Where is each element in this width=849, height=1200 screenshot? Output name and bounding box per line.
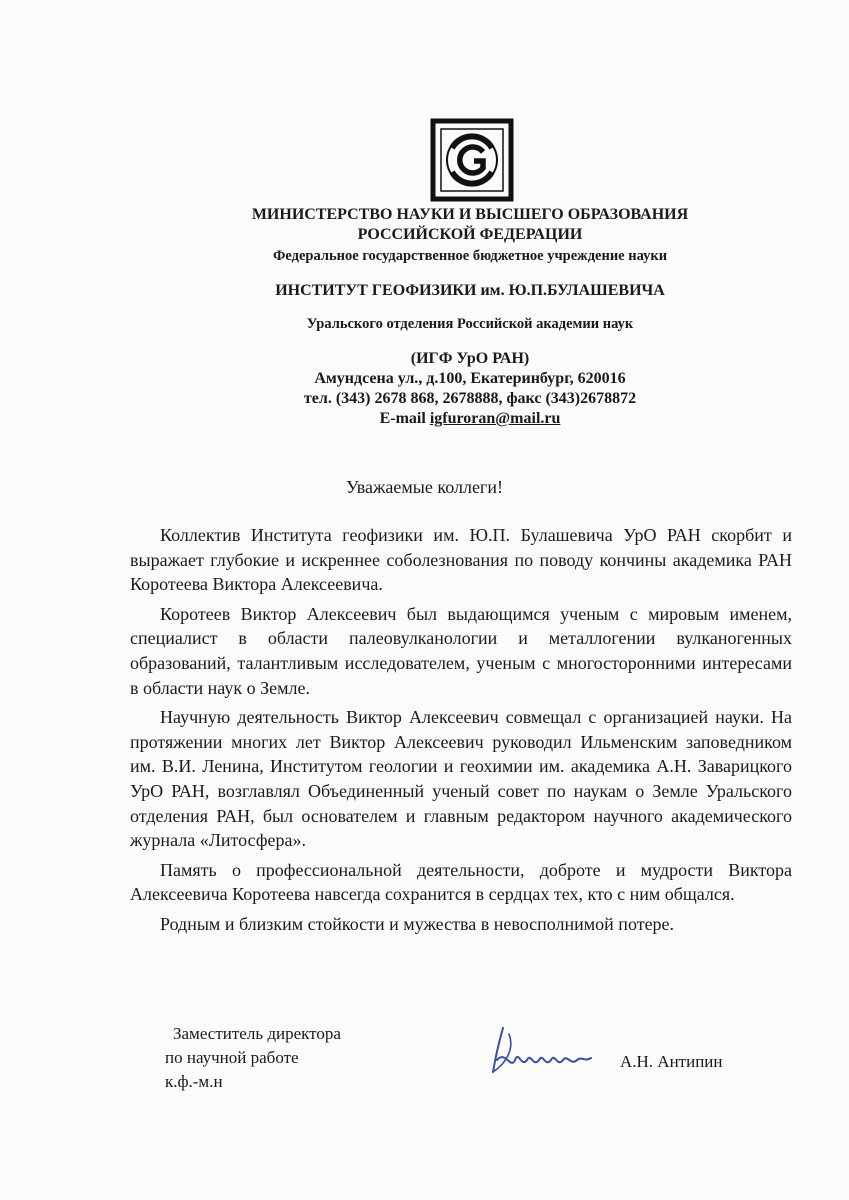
institute-phones: тел. (343) 2678 868, 2678888, факс (343)2678872 <box>303 390 637 407</box>
position-line-1: Заместитель директора <box>173 1024 341 1043</box>
email-link[interactable]: igfuroran@mail.ru <box>429 410 561 427</box>
institute-name: ИНСТИТУТ ГЕОФИЗИКИ им. Ю.П.БУЛАШЕВИЧА <box>275 282 665 299</box>
institute-branch: Уральского отделения Российской академии наук <box>306 316 634 332</box>
position-line-2: по научной работе <box>165 1048 299 1067</box>
ministry-line-2: РОССИЙСКОЙ ФЕДЕРАЦИИ <box>357 226 583 243</box>
letter-body <box>130 523 792 937</box>
signatory-position <box>165 1022 341 1094</box>
institute-logo <box>430 118 514 202</box>
institute-email <box>140 409 800 429</box>
letterhead <box>140 205 800 429</box>
institution-type: Федеральное государственное бюджетное учреждение науки <box>272 248 668 264</box>
letter-paragraph: Память о профессиональной деятельности, доброте и мудрости Виктора Алексеевича Коротеева навсегда сохранится в сердцах тех, кто с ним общался. <box>130 859 792 905</box>
ministry-line-1: МИНИСТЕРСТВО НАУКИ И ВЫСШЕГО ОБРАЗОВАНИЯ <box>251 206 689 223</box>
email-label: E-mail <box>379 410 426 427</box>
letter-paragraph: Научную деятельность Виктор Алексеевич совмещал с организацией науки. На протяжении многих лет Виктор Алексеевич руководил Ильменским заповедником им. В.И. Ленина, Институтом геологии и геохимии им. академика А.Н. Заварицкого УрО РАН, возглавлял Объединенный ученый совет по наукам о Земле Уральского отделения РАН, был основателем и главным редактором научного академического журнала «Литосфера». <box>130 707 792 851</box>
greeting: Уважаемые коллеги! <box>346 477 503 497</box>
academic-degree: к.ф.-м.н <box>165 1072 223 1091</box>
letter-paragraph: Коротеев Виктор Алексеевич был выдающимся ученым с мировым именем, специалист в области палеовулканологии и металлогении вулканогенных образований, талантливым исследователем, ученым с многосторонними интересами в области наук о Земле. <box>130 603 792 698</box>
institute-address: Амундсена ул., д.100, Екатеринбург, 620016 <box>314 370 626 387</box>
signatory-name: А.Н. Антипин <box>620 1052 723 1071</box>
handwritten-signature <box>485 1020 605 1080</box>
letter-paragraph: Родным и близким стойкости и мужества в невосполнимой потере. <box>160 913 675 934</box>
institute-abbreviation: (ИГФ УрО РАН) <box>410 350 530 367</box>
letter-paragraph: Коллектив Института геофизики им. Ю.П. Булашевича УрО РАН скорбит и выражает глубокие и искреннее соболезнования по поводу кончины академика РАН Коротеева Виктора Алексеевича. <box>130 525 792 595</box>
